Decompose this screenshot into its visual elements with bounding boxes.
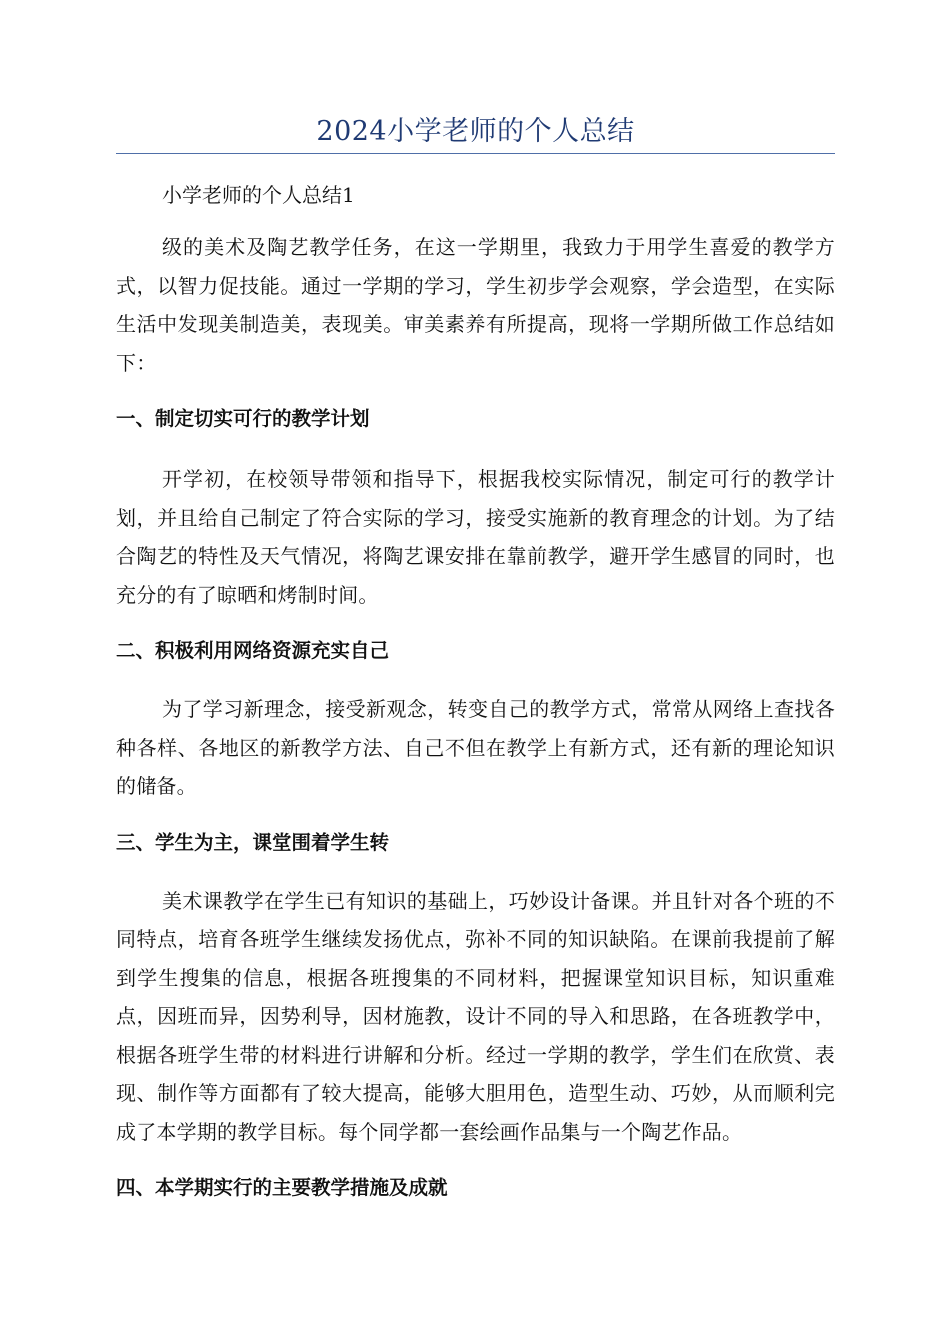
section-heading-4: 四、本学期实行的主要教学措施及成就 xyxy=(116,1176,448,1199)
title-underline xyxy=(116,153,835,154)
document-title: 2024小学老师的个人总结 xyxy=(316,116,635,147)
section-heading-3: 三、学生为主，课堂围着学生转 xyxy=(116,830,390,854)
section-body-3: 美术课教学在学生已有知识的基础上，巧妙设计备课。并且针对各个班的不同特点，培育各班学生继续发扬优点，弥补不同的知识缺陷。在课前我提前了解到学生搜集的信息，根据各班搜集的不同材料，把握课堂知识目标，知识重难点，因班而异，因势利导，因材施教，设计不同的导入和思路，在各班教学中，根据各班学生带的材料进行讲解和分析。经过一学期的教学，学生们在欣赏、表现、制作等方面都有了较大提高，能够大胆用色，造型生动、巧妙，从而顺利完成了本学期的教学目标。每个同学都一套绘画作品集与一个陶艺作品。 xyxy=(116,888,835,1144)
section-heading-2: 二、积极利用网络资源充实自己 xyxy=(116,639,390,662)
section-body-1: 开学初，在校领导带领和指导下，根据我校实际情况，制定可行的教学计划，并且给自己制定了符合实际的学习，接受实施新的教育理念的计划。为了结合陶艺的特性及天气情况，将陶艺课安排在靠前教学，避开学生感冒的同时，也充分的有了晾晒和烤制时间。 xyxy=(116,467,835,607)
document-body xyxy=(116,176,835,1207)
intro-paragraph: 级的美术及陶艺教学任务，在这一学期里，我致力于用学生喜爱的教学方式，以智力促技能。通过一学期的学习，学生初步学会观察，学会造型，在实际生活中发现美制造美，表现美。审美素养有所提高，现将一学期所做工作总结如下： xyxy=(116,235,835,375)
section-body-2: 为了学习新理念，接受新观念，转变自己的教学方式，常常从网络上查找各种各样、各地区的新教学方法、自己不但在教学上有新方式，还有新的理论知识的储备。 xyxy=(116,697,835,798)
section-heading-1: 一、制定切实可行的教学计划 xyxy=(116,407,370,430)
section-subtitle: 小学老师的个人总结1 xyxy=(162,183,355,207)
